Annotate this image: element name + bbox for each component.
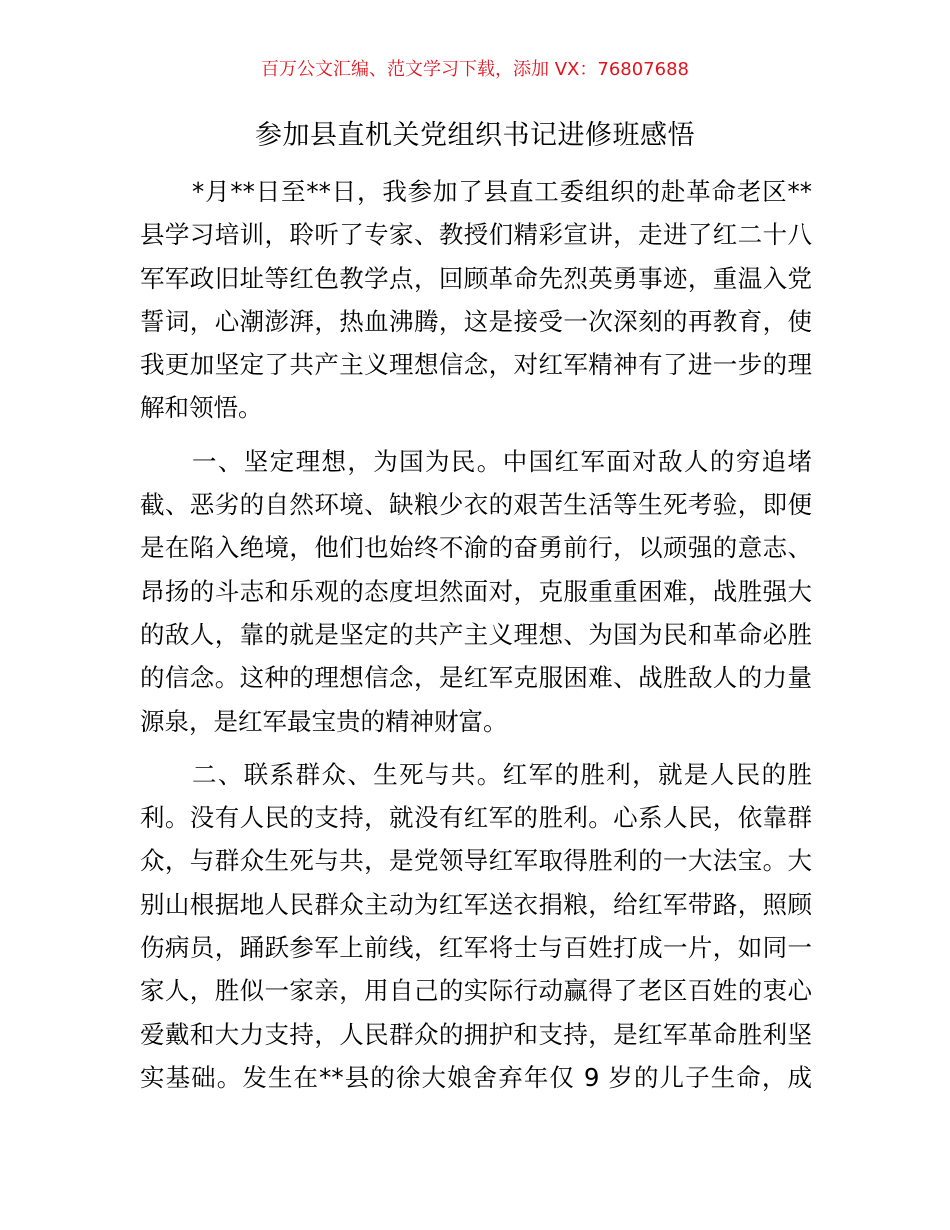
document-title: 参加县直机关党组织书记进修班感悟 [255,120,695,151]
text-line: 源泉，是红军最宝贵的精神财富。 [140,706,508,736]
text-line: 众，与群众生死与共，是党领导红军取得胜利的一大法宝。大 [140,846,812,876]
text-line: 伤病员，踊跃参军上前线，红军将士与百姓打成一片，如同一 [140,933,812,963]
paragraph-section-two [140,753,812,1099]
text-line: *月**日至**日，我参加了县直工委组织的赴革命老区** [192,177,812,206]
text-line: 一、坚定理想，为国为民。中国红军面对敌人的穷追堵 [192,446,812,476]
text-line: 誓词，心潮澎湃，热血沸腾，这是接受一次深刻的再教育，使 [140,306,812,336]
text-line: 的敌人，靠的就是坚定的共产主义理想、为国为民和革命必胜 [140,619,812,649]
text-line: 的信念。这种的理想信念，是红军克服困难、战胜敌人的力量 [140,663,812,693]
text-line: 爱戴和大力支持，人民群众的拥护和支持，是红军革命胜利坚 [140,1019,812,1049]
text-line: 军军政旧址等红色教学点，回顾革命先烈英勇事迹，重温入党 [140,263,812,293]
paragraph-section-one [140,440,812,743]
text-line: 解和领悟。 [140,393,263,423]
text-line: 我更加坚定了共产主义理想信念，对红军精神有了进一步的理 [140,350,812,380]
text-line: 别山根据地人民群众主动为红军送衣捐粮，给红军带路，照顾 [140,889,812,919]
text-line: 是在陷入绝境，他们也始终不渝的奋勇前行，以顽强的意志、 [140,533,812,563]
paragraph-spacer [140,430,812,440]
text-line: 二、联系群众、生死与共。红军的胜利，就是人民的胜 [192,759,812,789]
paragraph-spacer [140,743,812,753]
paragraph-intro [140,170,812,430]
text-line: 昂扬的斗志和乐观的态度坦然面对，克服重重困难，战胜强大 [140,576,812,606]
text-line: 利。没有人民的支持，就没有红军的胜利。心系人民，依靠群 [140,803,812,833]
text-line: 家人，胜似一家亲，用自己的实际行动赢得了老区百姓的衷心 [140,976,812,1006]
text-line: 县学习培训，聆听了专家、教授们精彩宣讲，走进了红二十八 [140,220,812,250]
text-line: 实基础。发生在**县的徐大娘舍弃年仅 9 岁的儿子生命，成 [140,1062,812,1092]
watermark-header: 百万公文汇编、范文学习下载，添加 VX：76807688 [261,59,689,80]
text-line: 截、恶劣的自然环境、缺粮少衣的艰苦生活等生死考验，即便 [140,490,812,520]
document-body [140,170,812,1099]
